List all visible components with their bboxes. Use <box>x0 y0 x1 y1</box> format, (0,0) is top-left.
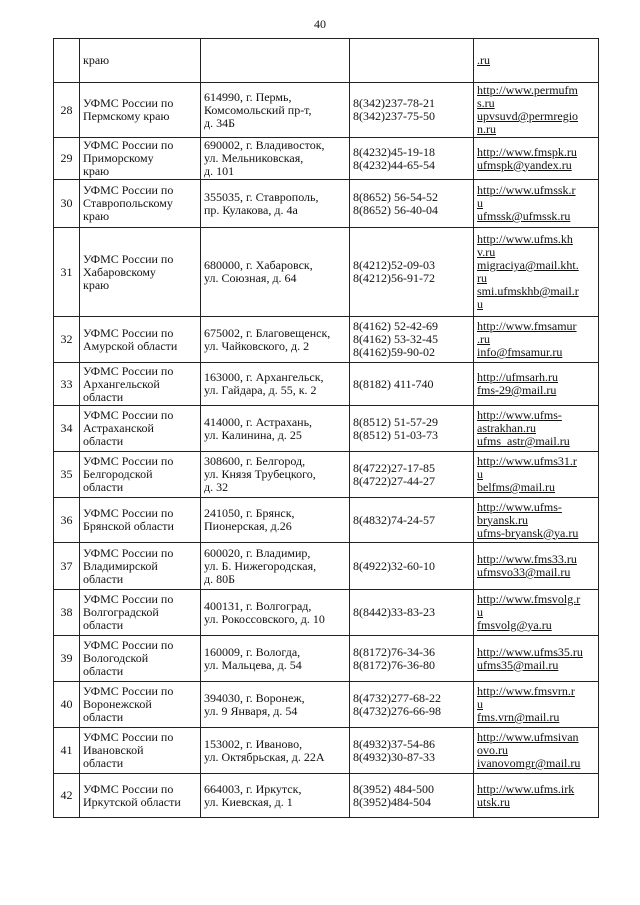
office-name <box>80 590 201 636</box>
table-row <box>54 636 599 682</box>
office-name-line: Вологодской <box>83 651 149 665</box>
postal-address-line: 675002, г. Благовещенск, <box>204 325 331 340</box>
phone-numbers <box>350 498 474 543</box>
phone-numbers <box>350 228 474 317</box>
table-row <box>54 774 599 818</box>
phone-numbers-line: 8(4932)37-54-86 <box>353 736 435 751</box>
web-contact-line[interactable]: http://www.fmsvrn.r <box>477 684 575 698</box>
postal-address-line: 690002, г. Владивосток, <box>204 138 325 152</box>
web-contacts <box>474 39 599 83</box>
phone-numbers-line: 8(4832)74-24-57 <box>353 512 435 527</box>
postal-address <box>201 682 350 728</box>
phone-numbers-line: 8(4232)44-65-54 <box>353 157 435 172</box>
phone-numbers <box>350 590 474 636</box>
postal-address-line: Комсомольский пр-т, <box>204 102 312 117</box>
web-contact-line[interactable]: utsk.ru <box>477 794 510 809</box>
row-number: 32 <box>54 317 80 363</box>
phone-numbers <box>350 317 474 363</box>
table-row <box>54 682 599 728</box>
phone-numbers <box>350 636 474 682</box>
phone-numbers-line: 8(4162) 53-32-45 <box>353 332 438 346</box>
table-row <box>54 317 599 363</box>
postal-address-line: д. 101 <box>204 164 235 178</box>
phone-numbers-line: 8(8442)33-83-23 <box>353 605 435 619</box>
postal-address <box>201 138 350 180</box>
web-contact-line[interactable]: s.ru <box>477 96 495 110</box>
office-name-line: УФМС России по <box>83 638 174 652</box>
phone-numbers <box>350 543 474 590</box>
web-contact-line[interactable]: ufmsvo33@mail.ru <box>477 565 571 579</box>
office-name <box>80 728 201 774</box>
office-name <box>80 498 201 543</box>
web-contact-line[interactable]: http://www.ufms- <box>477 408 562 422</box>
postal-address-line: 241050, г. Брянск, <box>204 506 295 520</box>
row-number: 35 <box>54 452 80 498</box>
web-contact-line[interactable]: v.ru <box>477 245 496 259</box>
office-name <box>80 774 201 818</box>
phone-numbers-line: 8(4212)52-09-03 <box>353 258 435 272</box>
phone-numbers-line: 8(342)237-75-50 <box>353 109 435 123</box>
row-number: 29 <box>54 138 80 180</box>
office-name-line: Белгородской <box>83 467 153 481</box>
row-number: 34 <box>54 406 80 452</box>
postal-address <box>201 83 350 138</box>
web-contact-line[interactable]: .ru <box>477 332 490 346</box>
web-contact-line[interactable]: http://www.fmsamur <box>477 319 577 333</box>
postal-address <box>201 774 350 818</box>
postal-address <box>201 406 350 452</box>
phone-numbers-line: 8(8652) 56-54-52 <box>353 189 438 204</box>
postal-address-line: 308600, г. Белгород, <box>204 454 306 468</box>
table-row <box>54 590 599 636</box>
office-name-line: УФМС России по <box>83 96 174 110</box>
page-number: 40 <box>314 17 326 31</box>
office-name-line: УФМС России по <box>83 138 174 152</box>
office-name-line: УФМС России по <box>83 730 174 744</box>
phone-numbers-line: 8(4162) 52-42-69 <box>353 319 438 333</box>
phone-numbers <box>350 138 474 180</box>
phone-numbers-line: 8(4232)45-19-18 <box>353 144 435 159</box>
web-contacts <box>474 498 599 543</box>
web-contact-line[interactable]: u <box>477 467 483 481</box>
web-contact-line[interactable]: http://www.permufm <box>477 83 578 97</box>
office-name-line: Владимирской <box>83 558 158 573</box>
phone-numbers-line: 8(8512) 51-03-73 <box>353 427 438 442</box>
phone-numbers-line: 8(4212)56-91-72 <box>353 271 435 285</box>
office-name-line: Иркутской области <box>83 794 181 809</box>
web-contact-line[interactable]: .ru <box>477 53 490 67</box>
office-name <box>80 138 201 180</box>
office-name-line: УФМС России по <box>83 684 174 698</box>
office-name <box>80 83 201 138</box>
table-row <box>54 543 599 590</box>
office-name-line: УФМС России по <box>83 545 174 560</box>
postal-address-line: 414000, г. Астрахань, <box>204 414 313 429</box>
web-contact-line[interactable]: u <box>477 196 483 210</box>
postal-address-line: д. 34Б <box>204 115 235 130</box>
postal-address <box>201 228 350 317</box>
phone-numbers-line: 8(3952) 484-500 <box>353 781 434 796</box>
postal-address <box>201 498 350 543</box>
table-body <box>54 39 599 818</box>
office-name-line: УФМС России по <box>83 781 174 796</box>
web-contact-line[interactable]: http://www.fms33.ru <box>477 552 577 566</box>
web-contact-line[interactable]: belfms@mail.ru <box>477 480 556 494</box>
postal-address-line: 394030, г. Воронеж, <box>204 690 305 705</box>
web-contact-line[interactable]: ufms35@mail.ru <box>477 657 559 672</box>
web-contacts <box>474 728 599 774</box>
postal-address-line: ул. Мальцева, д. 54 <box>204 657 302 672</box>
phone-numbers-line: 8(4722)27-17-85 <box>353 460 435 475</box>
web-contacts <box>474 228 599 317</box>
web-contacts <box>474 138 599 180</box>
phone-numbers-line: 8(4922)32-60-10 <box>353 558 435 573</box>
office-name <box>80 452 201 498</box>
table-row <box>54 452 599 498</box>
web-contact-line[interactable]: http://www.ufmsivan <box>477 730 579 744</box>
web-contacts <box>474 774 599 818</box>
postal-address-line: д. 80Б <box>204 571 235 586</box>
web-contact-line[interactable]: u <box>477 605 483 619</box>
row-number: 38 <box>54 590 80 636</box>
web-contact-line[interactable]: u <box>477 297 483 311</box>
postal-address-line: Пионерская, д.26 <box>204 519 292 533</box>
web-contact-line[interactable]: ufms-bryansk@ya.ru <box>477 525 579 540</box>
table-row <box>54 363 599 406</box>
postal-address-line: 163000, г. Архангельск, <box>204 370 324 384</box>
table-row <box>54 228 599 317</box>
table-row <box>54 138 599 180</box>
postal-address-line: 680000, г. Хабаровск, <box>204 258 313 272</box>
phone-numbers <box>350 39 474 83</box>
office-name <box>80 39 201 83</box>
row-number: 31 <box>54 228 80 317</box>
postal-address-line: ул. 9 Января, д. 54 <box>204 703 298 718</box>
office-name-line: области <box>83 756 124 770</box>
web-contact-line[interactable]: http://www.ufms35.ru <box>477 644 583 659</box>
phone-numbers <box>350 452 474 498</box>
office-name-line: УФМС России по <box>83 251 174 266</box>
postal-address <box>201 590 350 636</box>
office-name-line: Пермскому краю <box>83 109 170 123</box>
postal-address-line: д. 32 <box>204 480 229 494</box>
table-row <box>54 180 599 228</box>
office-name-line: Воронежской <box>83 697 152 711</box>
web-contact-line[interactable]: ufmspk@yandex.ru <box>477 157 572 172</box>
postal-address-line: 614990, г. Пермь, <box>204 89 292 104</box>
postal-address-line: ул. Союзная, д. 64 <box>204 271 297 285</box>
office-name-line: Ставропольскому <box>83 196 173 210</box>
web-contact-line[interactable]: ufmssk@ufmssk.ru <box>477 209 571 223</box>
office-name <box>80 180 201 228</box>
row-number: 41 <box>54 728 80 774</box>
postal-address-line: пр. Кулакова, д. 4а <box>204 202 298 217</box>
phone-numbers-line: 8(342)237-78-21 <box>353 96 435 110</box>
web-contacts <box>474 543 599 590</box>
row-number: 37 <box>54 543 80 590</box>
office-name <box>80 543 201 590</box>
office-name-line: Астраханской <box>83 421 154 435</box>
office-name <box>80 636 201 682</box>
postal-address-line: ул. Б. Нижегородская, <box>204 558 317 573</box>
phone-numbers-line: 8(8172)76-36-80 <box>353 657 435 672</box>
row-number: 33 <box>54 363 80 406</box>
office-name-line: УФМС России по <box>83 183 174 197</box>
office-name <box>80 363 201 406</box>
office-name-line: краю <box>83 164 110 178</box>
office-name-line: области <box>83 480 124 494</box>
postal-address <box>201 317 350 363</box>
phone-numbers-line: 8(3952)484-504 <box>353 794 431 809</box>
office-name-line: Хабаровскому <box>83 264 156 279</box>
phone-numbers-line: 8(8652) 56-40-04 <box>353 202 438 217</box>
web-contact-line[interactable]: http://www.ufms.kh <box>477 232 573 246</box>
web-contact-line[interactable]: http://www.ufms- <box>477 499 562 514</box>
web-contact-line[interactable]: ru <box>477 271 487 285</box>
web-contact-line[interactable]: http://www.ufmssk.r <box>477 183 576 197</box>
office-name-line: УФМС России по <box>83 592 174 606</box>
postal-address <box>201 363 350 406</box>
phone-numbers <box>350 83 474 138</box>
office-name-line: области <box>83 618 124 632</box>
postal-address-line: ул. Гайдара, д. 55, к. 2 <box>204 383 317 397</box>
office-name <box>80 682 201 728</box>
web-contact-line[interactable]: ivanovomgr@mail.ru <box>477 756 581 770</box>
phone-numbers-line: 8(4932)30-87-33 <box>353 749 435 764</box>
web-contact-line[interactable]: smi.ufmskhb@mail.r <box>477 284 579 298</box>
office-name-line: области <box>83 571 124 586</box>
phone-numbers <box>350 682 474 728</box>
row-number: 39 <box>54 636 80 682</box>
web-contacts <box>474 363 599 406</box>
web-contact-line[interactable]: info@fmsamur.ru <box>477 345 563 359</box>
web-contact-line[interactable]: ovo.ru <box>477 743 508 757</box>
phone-numbers <box>350 363 474 406</box>
office-name-line: области <box>83 664 124 678</box>
web-contact-line[interactable]: http://www.fmspk.ru <box>477 144 577 159</box>
office-name <box>80 228 201 317</box>
phone-numbers <box>350 774 474 818</box>
web-contact-line[interactable]: ufms_astr@mail.ru <box>477 434 570 448</box>
postal-address <box>201 180 350 228</box>
office-name-line: Приморскому <box>83 151 154 165</box>
web-contacts <box>474 180 599 228</box>
postal-address <box>201 543 350 590</box>
office-name-line: Амурской области <box>83 338 178 353</box>
office-name-line: УФМС России по <box>83 454 174 468</box>
postal-address <box>201 636 350 682</box>
table-row <box>54 406 599 452</box>
postal-address-line: ул. Рокоссовского, д. 10 <box>204 611 325 626</box>
postal-address <box>201 39 350 83</box>
office-name-line: Ивановской <box>83 743 144 757</box>
ufms-contacts-table <box>53 38 599 818</box>
postal-address-line: 600020, г. Владимир, <box>204 545 311 560</box>
phone-numbers-line: 8(4722)27-44-27 <box>353 473 435 488</box>
web-contact-line[interactable]: n.ru <box>477 122 496 136</box>
office-name-line: краю <box>83 53 110 67</box>
phone-numbers-line: 8(4162)59-90-02 <box>353 345 435 359</box>
phone-numbers <box>350 180 474 228</box>
web-contact-line[interactable]: migraciya@mail.kht. <box>477 258 579 272</box>
postal-address-line: ул. Киевская, д. 1 <box>204 794 293 809</box>
phone-numbers-line: 8(8172)76-34-36 <box>353 644 435 659</box>
web-contact-line[interactable]: http://www.ufms.irk <box>477 781 575 796</box>
phone-numbers <box>350 728 474 774</box>
office-name-line: Брянской области <box>83 519 174 533</box>
row-number: 36 <box>54 498 80 543</box>
office-name-line: области <box>83 434 124 448</box>
office-name-line: Волгоградской <box>83 605 159 619</box>
web-contact-line[interactable]: fms.vrn@mail.ru <box>477 710 560 724</box>
office-name-line: области <box>83 710 124 724</box>
office-name-line: краю <box>83 209 110 223</box>
postal-address-line: ул. Октябрьская, д. 22А <box>204 749 325 764</box>
postal-address-line: 400131, г. Волгоград, <box>204 598 312 613</box>
office-name-line: Архангельской <box>83 376 160 391</box>
postal-address-line: 153002, г. Иваново, <box>204 736 303 751</box>
web-contacts <box>474 590 599 636</box>
office-name-line: УФМС России по <box>83 506 174 520</box>
postal-address-line: ул. Мельниковская, <box>204 151 304 165</box>
office-name-line: области <box>83 389 124 404</box>
phone-numbers-line: 8(4732)277-68-22 <box>353 690 441 705</box>
row-number: 28 <box>54 83 80 138</box>
web-contact-line[interactable]: bryansk.ru <box>477 512 528 527</box>
web-contacts <box>474 452 599 498</box>
web-contacts <box>474 682 599 728</box>
postal-address-line: 355035, г. Ставрополь, <box>204 189 319 204</box>
web-contact-line[interactable]: http://www.fmsvolg.r <box>477 592 581 606</box>
web-contact-line[interactable]: http://ufmsarh.ru <box>477 370 558 384</box>
web-contact-line[interactable]: fms-29@mail.ru <box>477 383 557 397</box>
office-name-line: краю <box>83 277 110 292</box>
phone-numbers-line: 8(8512) 51-57-29 <box>353 414 438 429</box>
row-number: 30 <box>54 180 80 228</box>
row-number: 42 <box>54 774 80 818</box>
row-number <box>54 39 80 83</box>
phone-numbers-line: 8(8182) 411-740 <box>353 376 434 391</box>
office-name-line: УФМС России по <box>83 325 174 340</box>
postal-address-line: ул. Калинина, д. 25 <box>204 427 302 442</box>
phone-numbers-line: 8(4732)276-66-98 <box>353 703 441 718</box>
postal-address-line: ул. Князя Трубецкого, <box>204 467 316 481</box>
office-name-line: УФМС России по <box>83 408 174 422</box>
web-contact-line[interactable]: astrakhan.ru <box>477 421 536 435</box>
postal-address <box>201 728 350 774</box>
postal-address <box>201 452 350 498</box>
office-name <box>80 406 201 452</box>
web-contact-line[interactable]: fmsvolg@ya.ru <box>477 618 552 632</box>
postal-address-line: 664003, г. Иркутск, <box>204 781 302 796</box>
office-name-line: УФМС России по <box>83 363 174 378</box>
web-contacts <box>474 83 599 138</box>
table-row <box>54 83 599 138</box>
table-row <box>54 39 599 83</box>
web-contact-line[interactable]: upvsuvd@permregio <box>477 109 579 123</box>
postal-address-line: ул. Чайковского, д. 2 <box>204 338 310 353</box>
table-row <box>54 498 599 543</box>
row-number: 40 <box>54 682 80 728</box>
web-contacts <box>474 406 599 452</box>
office-name <box>80 317 201 363</box>
web-contact-line[interactable]: http://www.ufms31.r <box>477 454 577 468</box>
phone-numbers <box>350 406 474 452</box>
postal-address-line: 160009, г. Вологда, <box>204 644 301 659</box>
web-contacts <box>474 317 599 363</box>
web-contacts <box>474 636 599 682</box>
table-row <box>54 728 599 774</box>
web-contact-line[interactable]: u <box>477 697 483 711</box>
